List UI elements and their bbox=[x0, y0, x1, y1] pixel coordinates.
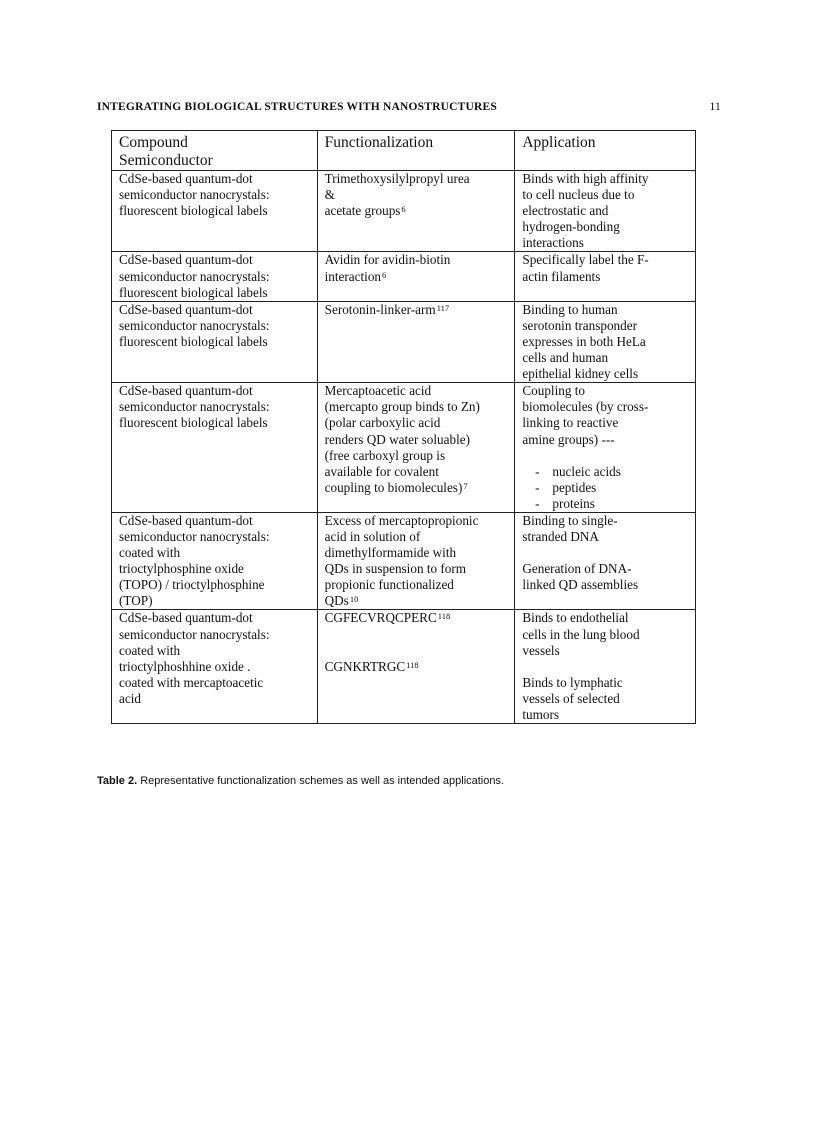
application-cell bbox=[515, 383, 696, 513]
cell-line: cells in the lung blood bbox=[522, 626, 640, 642]
cell-line: acid in solution of bbox=[324, 528, 421, 544]
cell-line: linked QD assemblies bbox=[522, 577, 639, 593]
cell-line bbox=[325, 659, 510, 675]
table-caption bbox=[97, 775, 504, 787]
cell-line: fluorescent biological labels bbox=[119, 333, 268, 349]
cell-line: Excess of mercaptopropionic bbox=[324, 512, 479, 528]
cell-line: Trimethoxysilylpropyl urea bbox=[324, 171, 470, 186]
list-item-text: proteins bbox=[552, 495, 595, 511]
cell-line: stranded DNA bbox=[522, 528, 599, 544]
reference-superscript: 6 bbox=[382, 269, 387, 280]
functionalization-cell bbox=[317, 383, 515, 513]
cell-line: available for covalent bbox=[324, 463, 439, 479]
reference-superscript: 7 bbox=[463, 480, 468, 491]
cell-line: semiconductor nanocrystals: bbox=[119, 187, 270, 203]
cell-line: semiconductor nanocrystals: bbox=[119, 528, 270, 544]
application-cell bbox=[515, 252, 696, 301]
spacer bbox=[522, 448, 690, 464]
cell-line: (TOPO) / trioctylphosphine bbox=[119, 577, 265, 593]
cell-line: expresses in both HeLa bbox=[522, 333, 646, 349]
cell-line bbox=[325, 610, 510, 626]
cell-line: semiconductor nanocrystals: bbox=[119, 399, 270, 415]
cell-line: CdSe-based quantum-dot bbox=[119, 252, 253, 268]
cell-line bbox=[325, 480, 510, 496]
compound-cell bbox=[112, 171, 318, 252]
cell-line: actin filaments bbox=[522, 268, 601, 284]
functionalization-cell bbox=[317, 252, 515, 301]
cell-line: semiconductor nanocrystals: bbox=[119, 317, 270, 333]
cell-line: coated with mercaptoacetic bbox=[119, 674, 264, 690]
page-number: 11 bbox=[709, 101, 721, 113]
list-item: - proteins bbox=[535, 495, 595, 511]
cell-line: CdSe-based quantum-dot bbox=[119, 301, 253, 317]
compound-cell bbox=[112, 301, 318, 382]
spacer bbox=[325, 643, 510, 659]
cell-text: CGNKRTRGC bbox=[324, 658, 406, 674]
list-item: - nucleic acids bbox=[535, 463, 621, 479]
list-item-text: nucleic acids bbox=[552, 463, 621, 479]
cell-line: trioctylphosphine oxide bbox=[119, 561, 244, 577]
functionalization-cell bbox=[317, 610, 515, 724]
functionalization-cell bbox=[317, 301, 515, 382]
cell-line: Generation of DNA- bbox=[522, 561, 632, 577]
cell-line: biomolecules (by cross- bbox=[522, 399, 649, 415]
functionalization-table bbox=[111, 130, 696, 724]
cell-line: Binding to human bbox=[522, 301, 618, 317]
table-row bbox=[112, 301, 696, 382]
spacer bbox=[522, 545, 690, 561]
cell-line: & bbox=[324, 187, 335, 203]
cell-line: Mercaptoacetic acid bbox=[324, 383, 432, 399]
cell-line: interactions bbox=[522, 235, 584, 251]
cell-text: coupling to biomolecules) bbox=[324, 479, 463, 495]
cell-line: renders QD water soluable) bbox=[324, 431, 470, 447]
reference-superscript: 118 bbox=[437, 611, 451, 622]
reference-superscript: 10 bbox=[349, 594, 359, 605]
cell-line: Binding to single- bbox=[522, 512, 618, 528]
cell-line: Binds to endothelial bbox=[522, 610, 629, 626]
header-functionalization: Functionalization bbox=[317, 131, 515, 171]
cell-line: (TOP) bbox=[119, 593, 153, 609]
cell-line: (polar carboxylic acid bbox=[324, 415, 441, 431]
cell-line: CdSe-based quantum-dot bbox=[119, 512, 253, 528]
caption-label: Table 2. bbox=[97, 775, 138, 787]
application-cell bbox=[515, 512, 696, 610]
application-cell bbox=[515, 301, 696, 382]
table-row bbox=[112, 171, 696, 252]
table-row bbox=[112, 512, 696, 610]
running-head-title: INTEGRATING BIOLOGICAL STRUCTURES WITH NANOSTRUCTURES bbox=[97, 101, 497, 113]
cell-line: serotonin transponder bbox=[522, 317, 637, 333]
spacer bbox=[522, 659, 690, 675]
table-row bbox=[112, 252, 696, 301]
compound-cell bbox=[112, 512, 318, 610]
reference-superscript: 6 bbox=[401, 204, 406, 215]
cell-line: Specifically label the F- bbox=[522, 252, 649, 268]
application-cell bbox=[515, 171, 696, 252]
cell-line: electrostatic and bbox=[522, 203, 609, 219]
cell-line: Coupling to bbox=[522, 383, 586, 399]
cell-line: vessels bbox=[522, 642, 560, 658]
cell-line: amine groups) --- bbox=[522, 431, 615, 447]
cell-line: coated with bbox=[119, 545, 181, 561]
table-row bbox=[112, 383, 696, 513]
cell-line: propionic functionalized bbox=[324, 577, 454, 593]
cell-line: fluorescent biological labels bbox=[119, 284, 268, 300]
cell-line: coated with bbox=[119, 642, 181, 658]
header-application: Application bbox=[515, 131, 696, 171]
caption-text: Representative functionalization schemes as well as intended applications. bbox=[140, 775, 505, 787]
cell-line: fluorescent biological labels bbox=[119, 203, 268, 219]
cell-line: acid bbox=[119, 690, 141, 706]
cell-line: cells and human bbox=[522, 350, 609, 366]
cell-text: Serotonin-linker-arm bbox=[324, 301, 436, 317]
cell-line: linking to reactive bbox=[522, 415, 619, 431]
cell-line: Binds with high affinity bbox=[522, 171, 649, 186]
cell-line bbox=[325, 593, 510, 609]
table-header-row bbox=[112, 131, 696, 171]
compound-cell bbox=[112, 252, 318, 301]
cell-line: fluorescent biological labels bbox=[119, 415, 268, 431]
application-cell bbox=[515, 610, 696, 724]
reference-superscript: 117 bbox=[436, 302, 450, 313]
cell-text: CGFECVRQCPERC bbox=[324, 610, 437, 626]
cell-text: QDs bbox=[324, 593, 349, 609]
running-head bbox=[97, 101, 721, 113]
spacer bbox=[325, 627, 510, 643]
cell-line: dimethylformamide with bbox=[324, 545, 457, 561]
cell-line: trioctylphoshhine oxide . bbox=[119, 658, 251, 674]
header-compound-line: Semiconductor bbox=[119, 152, 213, 169]
reference-superscript: 118 bbox=[406, 659, 419, 670]
cell-line: semiconductor nanocrystals: bbox=[119, 268, 270, 284]
cell-line: Avidin for avidin-biotin bbox=[324, 252, 451, 268]
cell-line: (free carboxyl group is bbox=[324, 447, 446, 463]
cell-line: Binds to lymphatic bbox=[522, 674, 623, 690]
cell-text: interaction bbox=[324, 268, 382, 284]
cell-line bbox=[325, 203, 510, 219]
cell-line: CdSe-based quantum-dot bbox=[119, 171, 253, 186]
cell-line: semiconductor nanocrystals: bbox=[119, 626, 270, 642]
cell-line: tumors bbox=[522, 706, 559, 722]
functionalization-cell bbox=[317, 512, 515, 610]
cell-line: (mercapto group binds to Zn) bbox=[324, 399, 480, 415]
functionalization-cell bbox=[317, 171, 515, 252]
header-compound-line: Compound bbox=[119, 134, 188, 151]
list-item-text: peptides bbox=[552, 479, 597, 495]
list-item: - peptides bbox=[535, 479, 597, 495]
header-compound bbox=[112, 131, 318, 171]
compound-cell bbox=[112, 610, 318, 724]
cell-line: to cell nucleus due to bbox=[522, 187, 635, 203]
cell-line bbox=[325, 302, 510, 318]
cell-line: CdSe-based quantum-dot bbox=[119, 610, 253, 626]
cell-line: CdSe-based quantum-dot bbox=[119, 383, 253, 399]
cell-line: hydrogen-bonding bbox=[522, 219, 620, 235]
cell-line bbox=[325, 269, 510, 285]
table-row bbox=[112, 610, 696, 724]
cell-text: acetate groups bbox=[324, 203, 401, 219]
cell-line: QDs in suspension to form bbox=[324, 561, 467, 577]
cell-line: vessels of selected bbox=[522, 690, 620, 706]
cell-line: epithelial kidney cells bbox=[522, 366, 639, 382]
compound-cell bbox=[112, 383, 318, 513]
